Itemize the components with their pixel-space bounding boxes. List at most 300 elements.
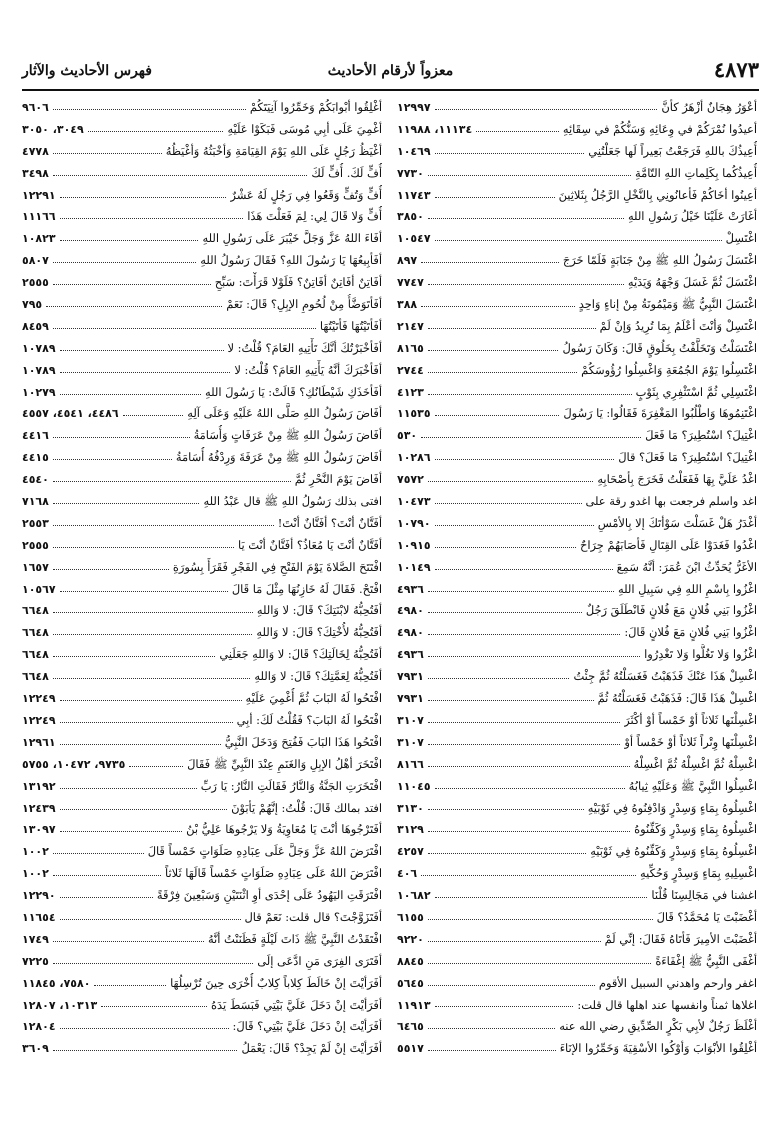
leader-dots [428, 678, 570, 679]
hadith-number: ١١٧٤٣ [397, 188, 431, 202]
index-entry [397, 754, 757, 776]
index-entry [22, 644, 382, 666]
hadith-number: ٧٧٣٠ [397, 166, 424, 180]
leader-dots [53, 284, 211, 285]
hadith-number: ٣٠٤٩، ٣٠٥٠ [22, 122, 84, 136]
entry-text: افْتَرَضَ اللهُ عَلَى عِبَادِهِ صَلَوَاتٍ خَمْساً قَالَهَا ثَلاثاً [165, 866, 382, 881]
entry-text: اغفر وارحم واهدني السبيل الأقوم [598, 975, 757, 990]
entry-text: أغْلِقُوا أبْوابَكُمْ وَخَمِّرُوا آنِيَتَكُمْ [249, 100, 382, 114]
index-entry [397, 710, 757, 732]
leader-dots [428, 919, 653, 920]
leader-dots [428, 481, 593, 482]
entry-text: افْتَرَضَ اللهُ عَزَّ وَجَلَّ عَلَى عِبَادِهِ صَلَوَاتٍ خَمْساً قَالَ [147, 844, 382, 859]
entry-text: أعيدُوا نُمْرَكُمْ في وِعَائِهِ وَسَنُّكُمْ في سِقَائِهِ [562, 121, 757, 136]
leader-dots [46, 306, 222, 307]
index-entry [22, 119, 382, 141]
index-entry [397, 579, 757, 601]
leader-dots [60, 1028, 229, 1029]
leader-dots [53, 963, 253, 964]
hadith-number: ٤٠٦ [397, 867, 418, 881]
entry-text: أغَارَتْ عَلَيْنَا خَيْلُ رَسُولِ اللهِ [627, 209, 757, 224]
hadith-number: ٥٣٠ [397, 429, 418, 443]
index-entry [22, 97, 382, 119]
entry-text: أفَأخْبَرْتُكَ أنَّكَ تَأْتِيهِ العَامَ؟ قُلْتُ: لا [227, 340, 382, 355]
hadith-number: ٨٤٥٩ [22, 319, 49, 333]
hadith-number: ٨٩٧ [397, 254, 418, 268]
leader-dots [428, 744, 621, 745]
hadith-number: ١٠٧٩٠ [397, 516, 431, 530]
index-entry [22, 688, 382, 710]
page-header [22, 55, 759, 89]
leader-dots [428, 634, 620, 635]
index-entry [397, 382, 757, 404]
index-entry [22, 995, 382, 1017]
leader-dots [53, 525, 274, 526]
index-entry [22, 622, 382, 644]
entry-text: اغْزُوا وَلا تَغُلُّوا وَلا تَغْدِرُوا [644, 647, 757, 662]
index-entry [397, 272, 757, 294]
index-entry [397, 863, 757, 885]
page-number: ٤٨٧٣ [713, 57, 759, 82]
entry-text: افْتَحُوا لَهُ البَابَ ثُمَّ أُغْمِيَ عَلَيْهِ [245, 691, 382, 706]
leader-dots [428, 963, 651, 964]
entry-text: افْتَحْ. فَقَالَ لَهُ خَازِنُهَا مِثْلَ مَا قَالَ [231, 581, 382, 596]
entry-text: اغْسِلْنَها وِتْراً ثَلاثاً أوْ خَمْساً أوْ [624, 734, 757, 749]
hadith-number: ١٦٥٧ [22, 560, 49, 574]
hadith-number: ٤١٢٣ [397, 385, 424, 399]
entry-text: اغْتَسِلْ وَأنْتَ أعْلَمُ بِمَا تُرِيدُ وَإنْ لَمْ [599, 318, 757, 333]
leader-dots [428, 1028, 555, 1029]
index-entry [22, 885, 382, 907]
hadith-number: ٤٤١٥ [22, 451, 49, 465]
hadith-number: ٤٧٧٨ [22, 144, 49, 158]
entry-text: أفَاضَ رَسُولُ اللهِ صَلَّى اللهُ عَلَيْهِ وَعَلَى آلِهِ [187, 406, 382, 421]
hadith-number: ٩٧٣٥، ١٠٤٧٢، ٥٧٥٥ [22, 757, 126, 771]
hadith-number: ٣٨٥٠ [397, 210, 424, 224]
hadith-number: ٢٧٤٤ [397, 363, 424, 377]
leader-dots [60, 350, 224, 351]
hadith-number: ٦٦٤٨ [22, 648, 49, 662]
leader-dots [421, 306, 575, 307]
entry-text: اغْسِلُوهُ بِمَاءٍ وَسِدْرٍ وَادْفِنُوهُ فِي ثَوْبَيْهِ [587, 800, 757, 815]
hadith-number: ٤٩٣٦ [397, 648, 424, 662]
leader-dots [428, 394, 632, 395]
index-entry [22, 206, 382, 228]
entry-text: اغْسِلُوا النَّبِيَّ ﷺ وَعَلَيْهِ ثِيابُهُ [628, 778, 757, 793]
hadith-number: ١١١٦٦ [22, 210, 56, 224]
leader-dots [428, 700, 594, 701]
leader-dots [53, 656, 215, 657]
hadith-number: ٤٥٤٠ [22, 473, 49, 487]
index-entry [22, 666, 382, 688]
entry-text: أغْلِقُوا الأبْوَابَ وَأوْكُوا الأسْقِيَةَ وَخَمِّرُوا الإنَاءَ [559, 1041, 757, 1056]
entry-text: أفَأتَيْتُهَا فَأتَيْتُهَا [319, 318, 382, 333]
index-entry [397, 535, 757, 557]
index-entry [22, 579, 382, 601]
entry-text: أفَتَزَوَّجْتَ؟ قال قلت: نَعَمْ قال [244, 909, 382, 924]
hadith-number: ١٠٥٤٧ [397, 232, 431, 246]
hadith-number: ١٠٢٧٩ [22, 385, 56, 399]
entry-text: أفَتُحِبُّهُ لِعَمَّتِكَ؟ قَالَ: لا وَاللهِ [254, 669, 382, 684]
index-entry [397, 206, 757, 228]
hadith-number: ٩٦٠٦ [22, 101, 49, 114]
entry-text: اغْسِلُوهُ بِمَاءٍ وَسِدْرٍ وَكَفِّنُوهُ فِي ثَوْبَيْهِ [590, 844, 757, 859]
hadith-number: ١٠٥٦٧ [22, 582, 56, 596]
entry-text: اغْزُوا بَنِي فُلانٍ مَعَ فُلانٍ قَالَ: [624, 625, 757, 640]
index-entry [22, 469, 382, 491]
hadith-number: ١٠٠٢ [22, 845, 49, 859]
hadith-number: ٨١٦٦ [397, 757, 424, 771]
index-entry [22, 535, 382, 557]
hadith-number: ١٣٠٩٧ [22, 823, 56, 837]
leader-dots [60, 218, 244, 219]
hadith-number: ٧٩٣١ [397, 692, 424, 706]
index-entry [397, 513, 757, 535]
hadith-number: ٤٩٨٠ [397, 604, 424, 618]
index-entry [22, 360, 382, 382]
leader-dots [101, 1006, 207, 1007]
index-entry [397, 250, 757, 272]
entry-text: أفَرَأيْتَ إنْ دَخَلَ عَلَيَّ بَيْتِي؟ قَالَ: [232, 1019, 382, 1034]
leader-dots [428, 372, 577, 373]
hadith-number: ١١٩١٣ [397, 998, 431, 1012]
hadith-number: ٧٩٥ [22, 298, 43, 312]
index-entry [397, 97, 757, 119]
index-entry [397, 1038, 757, 1060]
entry-text: أفَتُحِبُّهُ لابْنَتِكَ؟ قَالَ: لا وَاللهِ [256, 603, 382, 618]
entry-text: اغْتَسَلْتُ وَتَخَلَّفْتُ بِخَلُوقٍ قَالَ: وَكَانَ رَسُولُ [562, 340, 757, 355]
leader-dots [129, 766, 183, 767]
hadith-number: ٥٦٤٥ [397, 976, 424, 990]
leader-dots [428, 766, 630, 767]
hadith-number: ٣٤٩٨ [22, 166, 49, 180]
index-entry [397, 885, 757, 907]
entry-text: اغْسِلْهُ ثُمَّ اغْسِلْهُ ثُمَّ اغْسِلْهُ [633, 756, 757, 771]
index-entry [397, 557, 757, 579]
leader-dots [60, 240, 199, 241]
hadith-number: ٩٢٢٠ [397, 932, 424, 946]
leader-dots [428, 853, 586, 854]
index-entry [22, 951, 382, 973]
index-entry [397, 929, 757, 951]
section-title: معزواً لأرقام الأحاديث [327, 63, 454, 79]
index-entry [22, 185, 382, 207]
index-entry [22, 163, 382, 185]
entry-text: أفَاضَ رَسُولُ اللهِ ﷺ مِنْ عَرَفَاتٍ وَأُسَامَةُ [193, 428, 382, 443]
hadith-number: ٨١٦٥ [397, 341, 424, 355]
index-entry [397, 294, 757, 316]
leader-dots [60, 197, 227, 198]
entry-text: أفَتَرَى الفِرَى مَنِ ادَّعَى إلَى [257, 953, 382, 968]
leader-dots [428, 591, 614, 592]
entry-text: أفَتَّانٌ أنْتَ يَا مُعَاذُ؟ أفَتَّانٌ أنْتَ يَا [238, 537, 382, 552]
leader-dots [428, 809, 584, 810]
leader-dots [60, 591, 228, 592]
hadith-number: ٧٥٧٢ [397, 473, 424, 487]
leader-dots [53, 328, 316, 329]
entry-text: أفَتُحِبُّهُ لأُخْتِكَ؟ قَالَ: لا وَاللهِ [256, 625, 382, 640]
leader-dots [421, 875, 636, 876]
leader-dots [428, 218, 624, 219]
index-entry [22, 776, 382, 798]
index-entry [22, 228, 382, 250]
hadith-number: ١٢٨٠٤ [22, 1020, 56, 1034]
hadith-number: ٢٥٥٣ [22, 516, 49, 530]
entry-text: أُعِيذُكُما بِكَلِماتِ اللهِ التّامَّةِ [635, 165, 757, 180]
leader-dots [428, 350, 559, 351]
leader-dots [53, 503, 200, 504]
index-entry [22, 425, 382, 447]
entry-text: اغْتَسِلْ [725, 231, 757, 246]
hadith-number: ١٢٢٩٠ [22, 889, 56, 903]
entry-text: اغْتِيلَ؟ اسْتُطِيرَ؟ مَا فَعَلَ [645, 428, 757, 443]
hadith-number: ١١١٣٤، ١١٩٨٨ [397, 122, 473, 136]
index-entry [22, 732, 382, 754]
leader-dots [60, 700, 242, 701]
index-entry [397, 732, 757, 754]
entry-text: اغْسِلْ هَذَا عَنْكَ فَذَهَبْتُ فَغَسَلْتُهُ ثُمَّ جِئْتُ [573, 669, 757, 684]
hadith-number: ٧١٦٨ [22, 495, 49, 509]
hadith-number: ٤٤١٦ [22, 429, 49, 443]
entry-text: أُعِيذُكَ باللهِ فَرَجَعْتُ بَعِيراً لَها جَعَلْتُنِي [588, 143, 757, 158]
leader-dots [421, 262, 559, 263]
leader-dots [435, 503, 582, 504]
index-entry [397, 403, 757, 425]
leader-dots [435, 547, 576, 548]
hadith-number: ١٢٤٣٩ [22, 801, 56, 815]
hadith-number: ١٠٦٨٢ [397, 889, 431, 903]
entry-text: أُفٍّ وَلا قَالَ لِي: لِمَ فَعَلْتَ هَذَا [247, 209, 382, 224]
index-entry [22, 294, 382, 316]
entry-text: أغْمِيَ عَلَى أبِي مُوسَى فَبَكَوْا عَلَيْهِ [227, 121, 382, 136]
index-entry [397, 1016, 757, 1038]
entry-text: أفَأخْبَرَكَ أنَّهُ يَأْتِيهِ العَامَ؟ قُلْتُ: لا [234, 362, 382, 377]
hadith-number: ١٠٧٨٩ [22, 363, 56, 377]
index-entry [22, 600, 382, 622]
index-entry [22, 141, 382, 163]
leader-dots [53, 678, 251, 679]
leader-dots [123, 415, 184, 416]
hadith-number: ١٠٨٢٣ [22, 232, 56, 246]
index-entry [22, 491, 382, 513]
index-entry [397, 338, 757, 360]
index-entry [397, 119, 757, 141]
hadith-number: ٦٦٤٨ [22, 670, 49, 684]
hadith-number: ٣١٠٧ [397, 713, 424, 727]
leader-dots [60, 919, 241, 920]
hadith-number: ٦٤٦٥ [397, 1020, 424, 1034]
leader-dots [435, 525, 594, 526]
hadith-number: ٢٥٥٥ [22, 538, 49, 552]
hadith-number: ٢١٤٧ [397, 319, 424, 333]
leader-dots [476, 131, 559, 132]
leader-dots [435, 109, 658, 110]
hadith-number: ٧٧٤٧ [397, 276, 424, 290]
index-entry [397, 163, 757, 185]
entry-text: أفَأخَذَكِ شَيْطَانُكِ؟ قَالَتْ: يَا رَسُولَ اللهِ [205, 384, 382, 399]
leader-dots [53, 437, 190, 438]
index-entry [397, 776, 757, 798]
leader-dots [60, 744, 221, 745]
index-entry [397, 185, 757, 207]
index-entry [397, 469, 757, 491]
index-entry [397, 228, 757, 250]
hadith-number: ١٣١٩٢ [22, 779, 56, 793]
entry-text: افْتَتَحَ الصَّلاةَ يَوْمَ الفَتْحِ فِي الفَجْرِ فَقَرَأَ بِسُورَةِ [172, 559, 382, 574]
index-entry [22, 382, 382, 404]
entry-text: أفَاءَ اللهُ عَزَّ وَجَلَّ خَيْبَرَ عَلَى رَسُولِ اللهِ [202, 231, 382, 246]
hadith-number: ٥٥١٧ [397, 1042, 424, 1056]
leader-dots [428, 941, 601, 942]
leader-dots [435, 240, 722, 241]
index-entry [22, 929, 382, 951]
hadith-number: ٣١٢٩ [397, 823, 424, 837]
leader-dots [428, 722, 620, 723]
leader-dots [53, 262, 196, 263]
leader-dots [428, 831, 630, 832]
index-entry [397, 644, 757, 666]
leader-dots [435, 153, 585, 154]
entry-text: أغْضَبْتَ يَا مُحَمَّدُ؟ قَالَ [656, 909, 757, 924]
index-entry [397, 819, 757, 841]
entry-text: افتد بمالك قَالَ: قُلْتُ: إنَّهُمْ يَأبَوْنَ [231, 800, 382, 815]
hadith-number: ١٠٤٦٩ [397, 144, 431, 158]
leader-dots [60, 394, 201, 395]
entry-text: اغْدُ عَلَيَّ بِهَا فَفَعَلْتُ فَخَرَجَ بِأصْحَابِهِ [597, 472, 757, 487]
leader-dots [421, 437, 641, 438]
left-column [22, 97, 382, 1119]
entry-text: أفَرَأيْتَ إنْ دَخَلَ عَلَيَّ بَيْتِي فَبَسَطَ يَدَهُ [211, 997, 382, 1012]
hadith-number: ١٠٠٢ [22, 867, 49, 881]
entry-text: أفَتُحِبُّهُ لِخَالَتِكَ؟ قَالَ: لا وَاللهِ جَعَلَنِي [219, 647, 382, 662]
hadith-number: ١٢٢٤٩ [22, 713, 56, 727]
entry-text: افْتَقَدْتُ النَّبِيَّ ﷺ ذَاتَ لَيْلَةٍ فَظَنَنْتُ أنَّهُ [207, 931, 382, 946]
entry-text: أفَاضَ رَسُولُ اللهِ ﷺ مِنْ عَرَفَةَ وَرِدْفُهُ أُسَامَةُ [175, 450, 382, 465]
leader-dots [428, 656, 640, 657]
entry-text: اغْسِلْ هَذَا قَالَ: فَذَهَبْتُ فَغَسَلْتُهُ ثُمَّ [597, 691, 757, 706]
entry-text: أغْلَظَ رَجُلٌ لأبِي بَكْرٍ الصِّدِّيقِ رضي الله عنه [559, 1019, 757, 1034]
index-entry [397, 491, 757, 513]
leader-dots [53, 459, 172, 460]
entry-text: افْتَخَرَتِ الجَنَّةُ وَالنَّارُ فَقَالَتِ النَّارُ: يَا رَبِّ [200, 778, 382, 793]
leader-dots [435, 897, 648, 898]
hadith-number: ٣١٣٠ [397, 801, 424, 815]
index-entry [22, 841, 382, 863]
hadith-number: ٤٤٨٦، ٤٥٤١، ٤٥٥٧ [22, 407, 119, 421]
entry-text: اغْزُوا بِاسْمِ اللهِ فِي سَبِيلِ اللهِ [618, 581, 757, 596]
index-entry [22, 447, 382, 469]
entry-text: أعْوَرُ هِجَانٌ أزْهَرُ كأنَّ [661, 100, 757, 114]
leader-dots [53, 612, 253, 613]
leader-dots [428, 985, 595, 986]
index-entry [397, 447, 757, 469]
leader-dots [88, 131, 224, 132]
index-entry [397, 798, 757, 820]
entry-text: اغْسِلْنَها ثَلاثاً أوْ خَمْساً أوْ أكْثَرَ [624, 712, 757, 727]
entry-text: أفَرَأيْتَ إنْ خَالَطَ كِلاباً كِلابٌ أُخْرَى حِينَ تُرْسِلُهَا [170, 975, 382, 990]
index-entry [397, 316, 757, 338]
leader-dots [53, 853, 144, 854]
index-entry [22, 250, 382, 272]
entry-text: اغْتَسَلَ النَّبِيُّ ﷺ وَمَيْمُونَةُ مِنْ إناءٍ وَاحِدٍ [578, 297, 757, 312]
entry-text: أُفٍّ لَكَ. أُفٍّ لَكَ [311, 165, 382, 180]
leader-dots [60, 722, 233, 723]
entry-text: أفَاتِنٌ أفَاتِنٌ أفَاتِنٌ؟ فَلَوْلا قَرَأْتَ: سَبِّحِ [214, 275, 382, 290]
entry-text: افْتَحُوا لَهُ البَابَ؟ فَقُلْتُ لَكَ: أبِي [236, 712, 382, 727]
leader-dots [60, 372, 231, 373]
leader-dots [53, 875, 161, 876]
hadith-number: ٧٢٢٥ [22, 954, 49, 968]
leader-dots [53, 153, 162, 154]
hadith-number: ٤٢٥٧ [397, 845, 424, 859]
entry-text: افْتَرَقَتِ اليَهُودُ عَلَى إحْدَى أوِ اثْنَتَيْنِ وَسَبْعِينَ فِرْقَةً [156, 888, 382, 903]
leader-dots [435, 1006, 574, 1007]
index-entry [397, 951, 757, 973]
index-entry [22, 1016, 382, 1038]
index-entry [22, 863, 382, 885]
index-entry [22, 973, 382, 995]
hadith-number: ٣١٠٧ [397, 735, 424, 749]
leader-dots [428, 612, 582, 613]
entry-text: اغْتِيلَ؟ اسْتُطِيرَ؟ مَا فَعَلَ؟ قالَ [618, 450, 757, 465]
hadith-number: ١٢٩٦١ [22, 735, 56, 749]
hadith-number: ١٠٣١٣، ١٢٨٠٧ [22, 998, 98, 1012]
index-entry [22, 557, 382, 579]
hadith-number: ١١٦٥٤ [22, 910, 56, 924]
hadith-number: ٧٥٨٠، ١١٨٤٥ [22, 976, 91, 990]
index-entry [397, 425, 757, 447]
entry-text: اغد واسلم فرجعت بها اغدو رقة على [585, 494, 757, 509]
entry-text: أعِينُوا أخَاكُمْ فَأعانُونِي بِالنَّخْلِ الرَّجُلُ بِثَلاثِينَ [558, 187, 757, 202]
index-entry [397, 600, 757, 622]
entry-text: أفَتَرْجُوهَا أنْتَ يَا مُعَاوِيَةُ وَلا يَرْجُوهَا عَلِيُّ بْنُ [186, 822, 382, 837]
entry-text: اغْتَنِمُوهَا وَاطْلُبُوا المَغْفِرَةَ فَقَالُوا: يَا رَسُولَ [563, 406, 757, 421]
entry-text: افتى بذلك رَسُولُ اللهِ ﷺ قال عَبْدُ اللهِ [203, 494, 382, 509]
entry-text: أغْفَى النَّبِيُّ ﷺ إغْفَاءَةً [655, 953, 757, 968]
index-entry [397, 688, 757, 710]
index-entry [397, 360, 757, 382]
index-entry [22, 316, 382, 338]
hadith-number: ٦٦٤٨ [22, 626, 49, 640]
index-entry [397, 907, 757, 929]
index-entry [397, 622, 757, 644]
hadith-number: ١٠٧٨٩ [22, 341, 56, 355]
entry-text: أفَأتَوَضَّأُ مِنْ لُحُومِ الإبِلِ؟ قَالَ: نَعَمْ [226, 297, 382, 312]
hadith-number: ١٠١٤٩ [397, 560, 431, 574]
leader-dots [435, 197, 555, 198]
entry-text: اغْتَسَلَ ثُمَّ غَسَلَ وَجْهَهُ وَيَدَيْهِ [627, 275, 757, 290]
leader-dots [53, 175, 308, 176]
entry-text: اغشنا في مَجَالِسِنَا قُلْنَا [651, 888, 757, 903]
entry-text: اغْدُوا فَغَدَوْا عَلَى القِتَالِ فَأصَابَهُمْ جِرَاحٌ [580, 537, 757, 552]
hadith-number: ٤٩٣٦ [397, 582, 424, 596]
hadith-number: ٦٦٤٨ [22, 604, 49, 618]
hadith-number: ١٢٩٩٧ [397, 101, 431, 114]
hadith-number: ١٠٢٨٦ [397, 451, 431, 465]
leader-dots [60, 831, 183, 832]
hadith-number: ٢٥٥٥ [22, 276, 49, 290]
hadith-number: ١١٥٣٥ [397, 407, 431, 421]
entry-text: أفَرَأيْتَ إنْ لَمْ يَجِدْ؟ قَالَ: يَعْمَلُ [241, 1041, 382, 1056]
hadith-number: ٦١٥٥ [397, 910, 424, 924]
entry-text: افْتَحُوا هَذَا البَابَ فَفُتِحَ وَدَخَلَ النَّبِيُّ [224, 734, 382, 749]
leader-dots [53, 481, 291, 482]
hadith-number: ١٠٩١٥ [397, 538, 431, 552]
entry-text: أفَتَّانٌ أنْتَ؟ أفَتَّانٌ أنْتَ! [277, 515, 382, 530]
index-entry [397, 973, 757, 995]
entry-text: أغْيَظُ رَجُلٍ عَلَى اللهِ يَوْمَ القِيَامَةِ وَأخْبَثُهُ وَأغْيَظُهُ [165, 143, 382, 158]
leader-dots [435, 415, 560, 416]
